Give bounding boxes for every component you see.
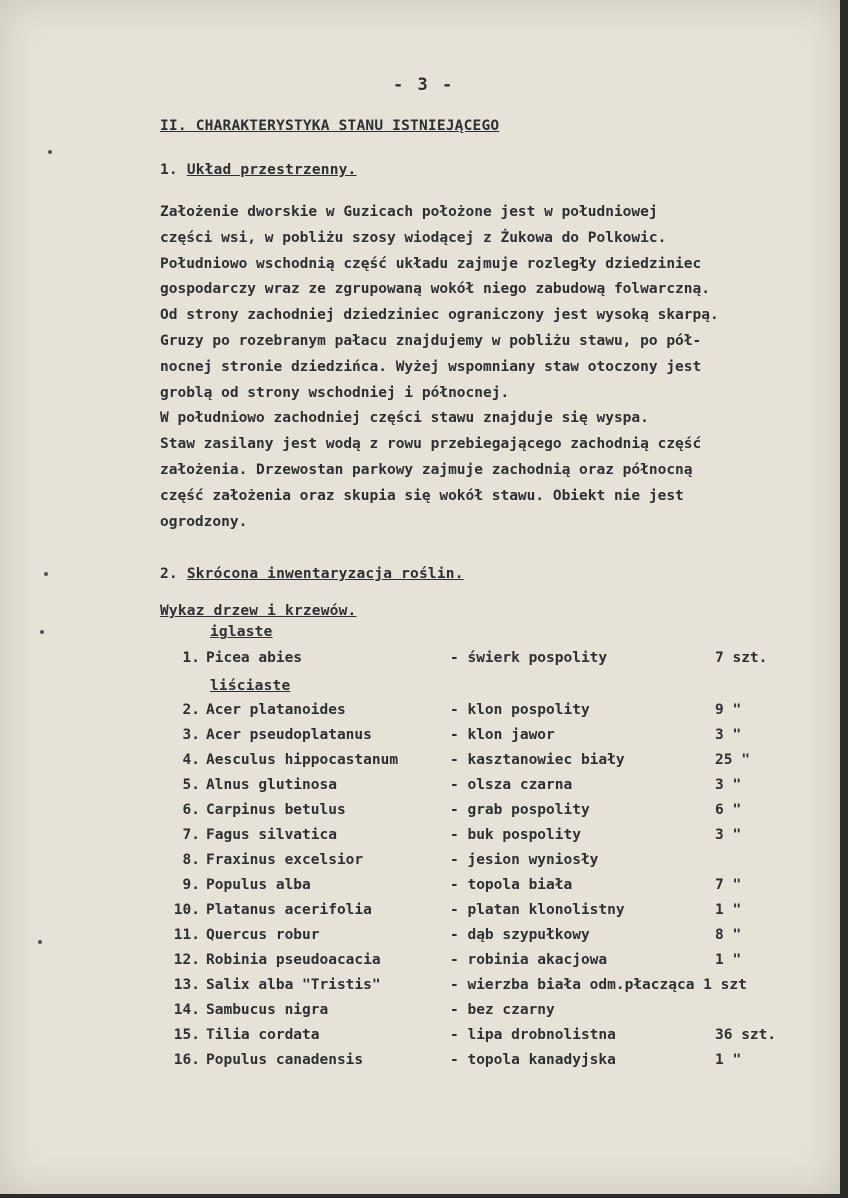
list-title: Wykaz drzew i krzewów.: [160, 603, 357, 619]
table-row: [160, 902, 830, 926]
row-number: 15.: [173, 1027, 200, 1043]
latin-name: Platanus acerifolia: [206, 902, 372, 918]
paragraph-line: groblą od strony wschodniej i północnej.: [160, 384, 510, 401]
quantity: 36 szt.: [715, 1027, 777, 1043]
polish-name: - platan klonolistny: [450, 902, 625, 918]
paragraph-line: Staw zasilany jest wodą z rowu przebiegającego zachodnią część: [160, 436, 702, 453]
paragraph-line: Założenie dworskie w Guzicach położone jest w południowej: [160, 204, 658, 220]
quantity: 25 ": [715, 752, 750, 768]
paragraph-line: nocnej stronie dziedzińca. Wyżej wspomniany staw otoczony jest: [160, 358, 702, 375]
subsection-title: Skrócona inwentaryzacja roślin.: [186, 566, 464, 582]
row-number: 12.: [173, 952, 200, 968]
polish-name: - olsza czarna: [450, 777, 573, 793]
group-heading-conifers: iglaste: [210, 624, 273, 640]
paragraph-line: część założenia oraz skupia się wokół stawu. Obiekt nie jest: [160, 487, 684, 504]
table-row: [160, 827, 830, 851]
paragraph-line: Od strony zachodniej dziedziniec ograniczony jest wysoką skarpą.: [160, 307, 719, 324]
table-row: [160, 727, 830, 751]
polish-name: - jesion wyniosły: [450, 852, 599, 868]
row-number: 11.: [173, 927, 200, 943]
paragraph-line: części wsi, w pobliżu szosy wiodącej z Żukowa do Polkowic.: [160, 229, 667, 246]
paragraph-line: ogrodzony.: [160, 513, 248, 530]
quantity: 3 ": [715, 727, 742, 743]
quantity: 1 ": [715, 902, 742, 918]
polish-name: - świerk pospolity: [450, 650, 608, 666]
quantity: 8 ": [715, 927, 742, 943]
latin-name: Salix alba "Tristis": [206, 977, 381, 993]
polish-name: - topola kanadyjska: [450, 1052, 616, 1068]
latin-name: Quercus robur: [206, 927, 320, 943]
table-row: [160, 702, 830, 726]
table-row: [160, 1002, 830, 1026]
row-number: 8.: [182, 852, 200, 868]
punch-mark: [44, 572, 48, 576]
paragraph-line: Gruzy po rozebranym pałacu znajdujemy w pobliżu stawu, po pół-: [160, 332, 702, 349]
paragraph-line: gospodarczy wraz ze zgrupowaną wokół niego zabudową folwarczną.: [160, 281, 710, 298]
polish-name: - klon jawor: [450, 727, 555, 743]
paragraph-line: założenia. Drzewostan parkowy zajmuje zachodnią oraz północną: [160, 461, 693, 478]
quantity: 1 ": [715, 1052, 742, 1068]
polish-name: - grab pospolity: [450, 802, 590, 818]
punch-mark: [48, 150, 52, 154]
table-row: [160, 927, 830, 951]
polish-name: - topola biała: [450, 877, 573, 893]
row-number: 9.: [182, 877, 200, 893]
row-number: 4.: [182, 752, 200, 768]
table-row: [160, 952, 830, 976]
table-row: [160, 802, 830, 826]
subsection-heading-1: [160, 162, 356, 178]
subsection-title: Układ przestrzenny.: [186, 162, 357, 178]
latin-name: Aesculus hippocastanum: [206, 752, 399, 768]
latin-name: Acer pseudoplatanus: [206, 727, 372, 743]
table-row: [160, 1052, 830, 1076]
polish-name: - wierzba biała odm.płacząca 1 szt: [450, 977, 747, 993]
quantity: 1 ": [715, 952, 742, 968]
quantity: 9 ": [715, 702, 742, 718]
latin-name: Alnus glutinosa: [206, 777, 337, 793]
subsection-number: 1.: [160, 162, 178, 178]
paragraph-line: Południowo wschodnią część układu zajmuje rozległy dziedziniec: [160, 255, 702, 272]
table-row: [160, 852, 830, 876]
table-row: [160, 650, 830, 674]
row-number: 5.: [182, 777, 200, 793]
section-title: II. CHARAKTERYSTYKA STANU ISTNIEJĄCEGO: [160, 118, 500, 134]
quantity: 7 szt.: [715, 650, 768, 666]
quantity: 7 ": [715, 877, 742, 893]
row-number: 16.: [173, 1052, 200, 1068]
latin-name: Picea abies: [206, 650, 303, 666]
subsection-heading-2: [160, 566, 464, 582]
latin-name: Carpinus betulus: [206, 802, 346, 818]
table-row: [160, 977, 830, 1001]
polish-name: - kasztanowiec biały: [450, 752, 625, 768]
table-row: [160, 877, 830, 901]
latin-name: Populus canadensis: [206, 1052, 364, 1068]
quantity: 6 ": [715, 802, 742, 818]
latin-name: Fraxinus excelsior: [206, 852, 364, 868]
polish-name: - bez czarny: [450, 1002, 555, 1018]
row-number: 1.: [182, 650, 200, 666]
quantity: 3 ": [715, 827, 742, 843]
latin-name: Tilia cordata: [206, 1027, 320, 1043]
page-number: - 3 -: [393, 75, 455, 95]
latin-name: Acer platanoides: [206, 702, 346, 718]
group-heading-deciduous: liściaste: [210, 678, 291, 694]
paragraph-line: W południowo zachodniej części stawu znajduje się wyspa.: [160, 410, 649, 427]
table-row: [160, 1027, 830, 1051]
row-number: 14.: [173, 1002, 200, 1018]
quantity: 3 ": [715, 777, 742, 793]
polish-name: - robinia akacjowa: [450, 952, 608, 968]
latin-name: Sambucus nigra: [206, 1002, 329, 1018]
row-number: 10.: [173, 902, 200, 918]
subsection-number: 2.: [160, 566, 178, 582]
polish-name: - buk pospolity: [450, 827, 581, 843]
row-number: 6.: [182, 802, 200, 818]
polish-name: - lipa drobnolistna: [450, 1027, 616, 1043]
table-row: [160, 777, 830, 801]
latin-name: Populus alba: [206, 877, 311, 893]
punch-mark: [38, 940, 42, 944]
punch-mark: [40, 630, 44, 634]
row-number: 13.: [173, 977, 200, 993]
description-paragraph: [160, 200, 820, 535]
latin-name: Fagus silvatica: [206, 827, 337, 843]
polish-name: - dąb szypułkowy: [450, 927, 590, 943]
row-number: 2.: [182, 702, 200, 718]
polish-name: - klon pospolity: [450, 702, 590, 718]
table-row: [160, 752, 830, 776]
row-number: 3.: [182, 727, 200, 743]
row-number: 7.: [182, 827, 200, 843]
latin-name: Robinia pseudoacacia: [206, 952, 381, 968]
